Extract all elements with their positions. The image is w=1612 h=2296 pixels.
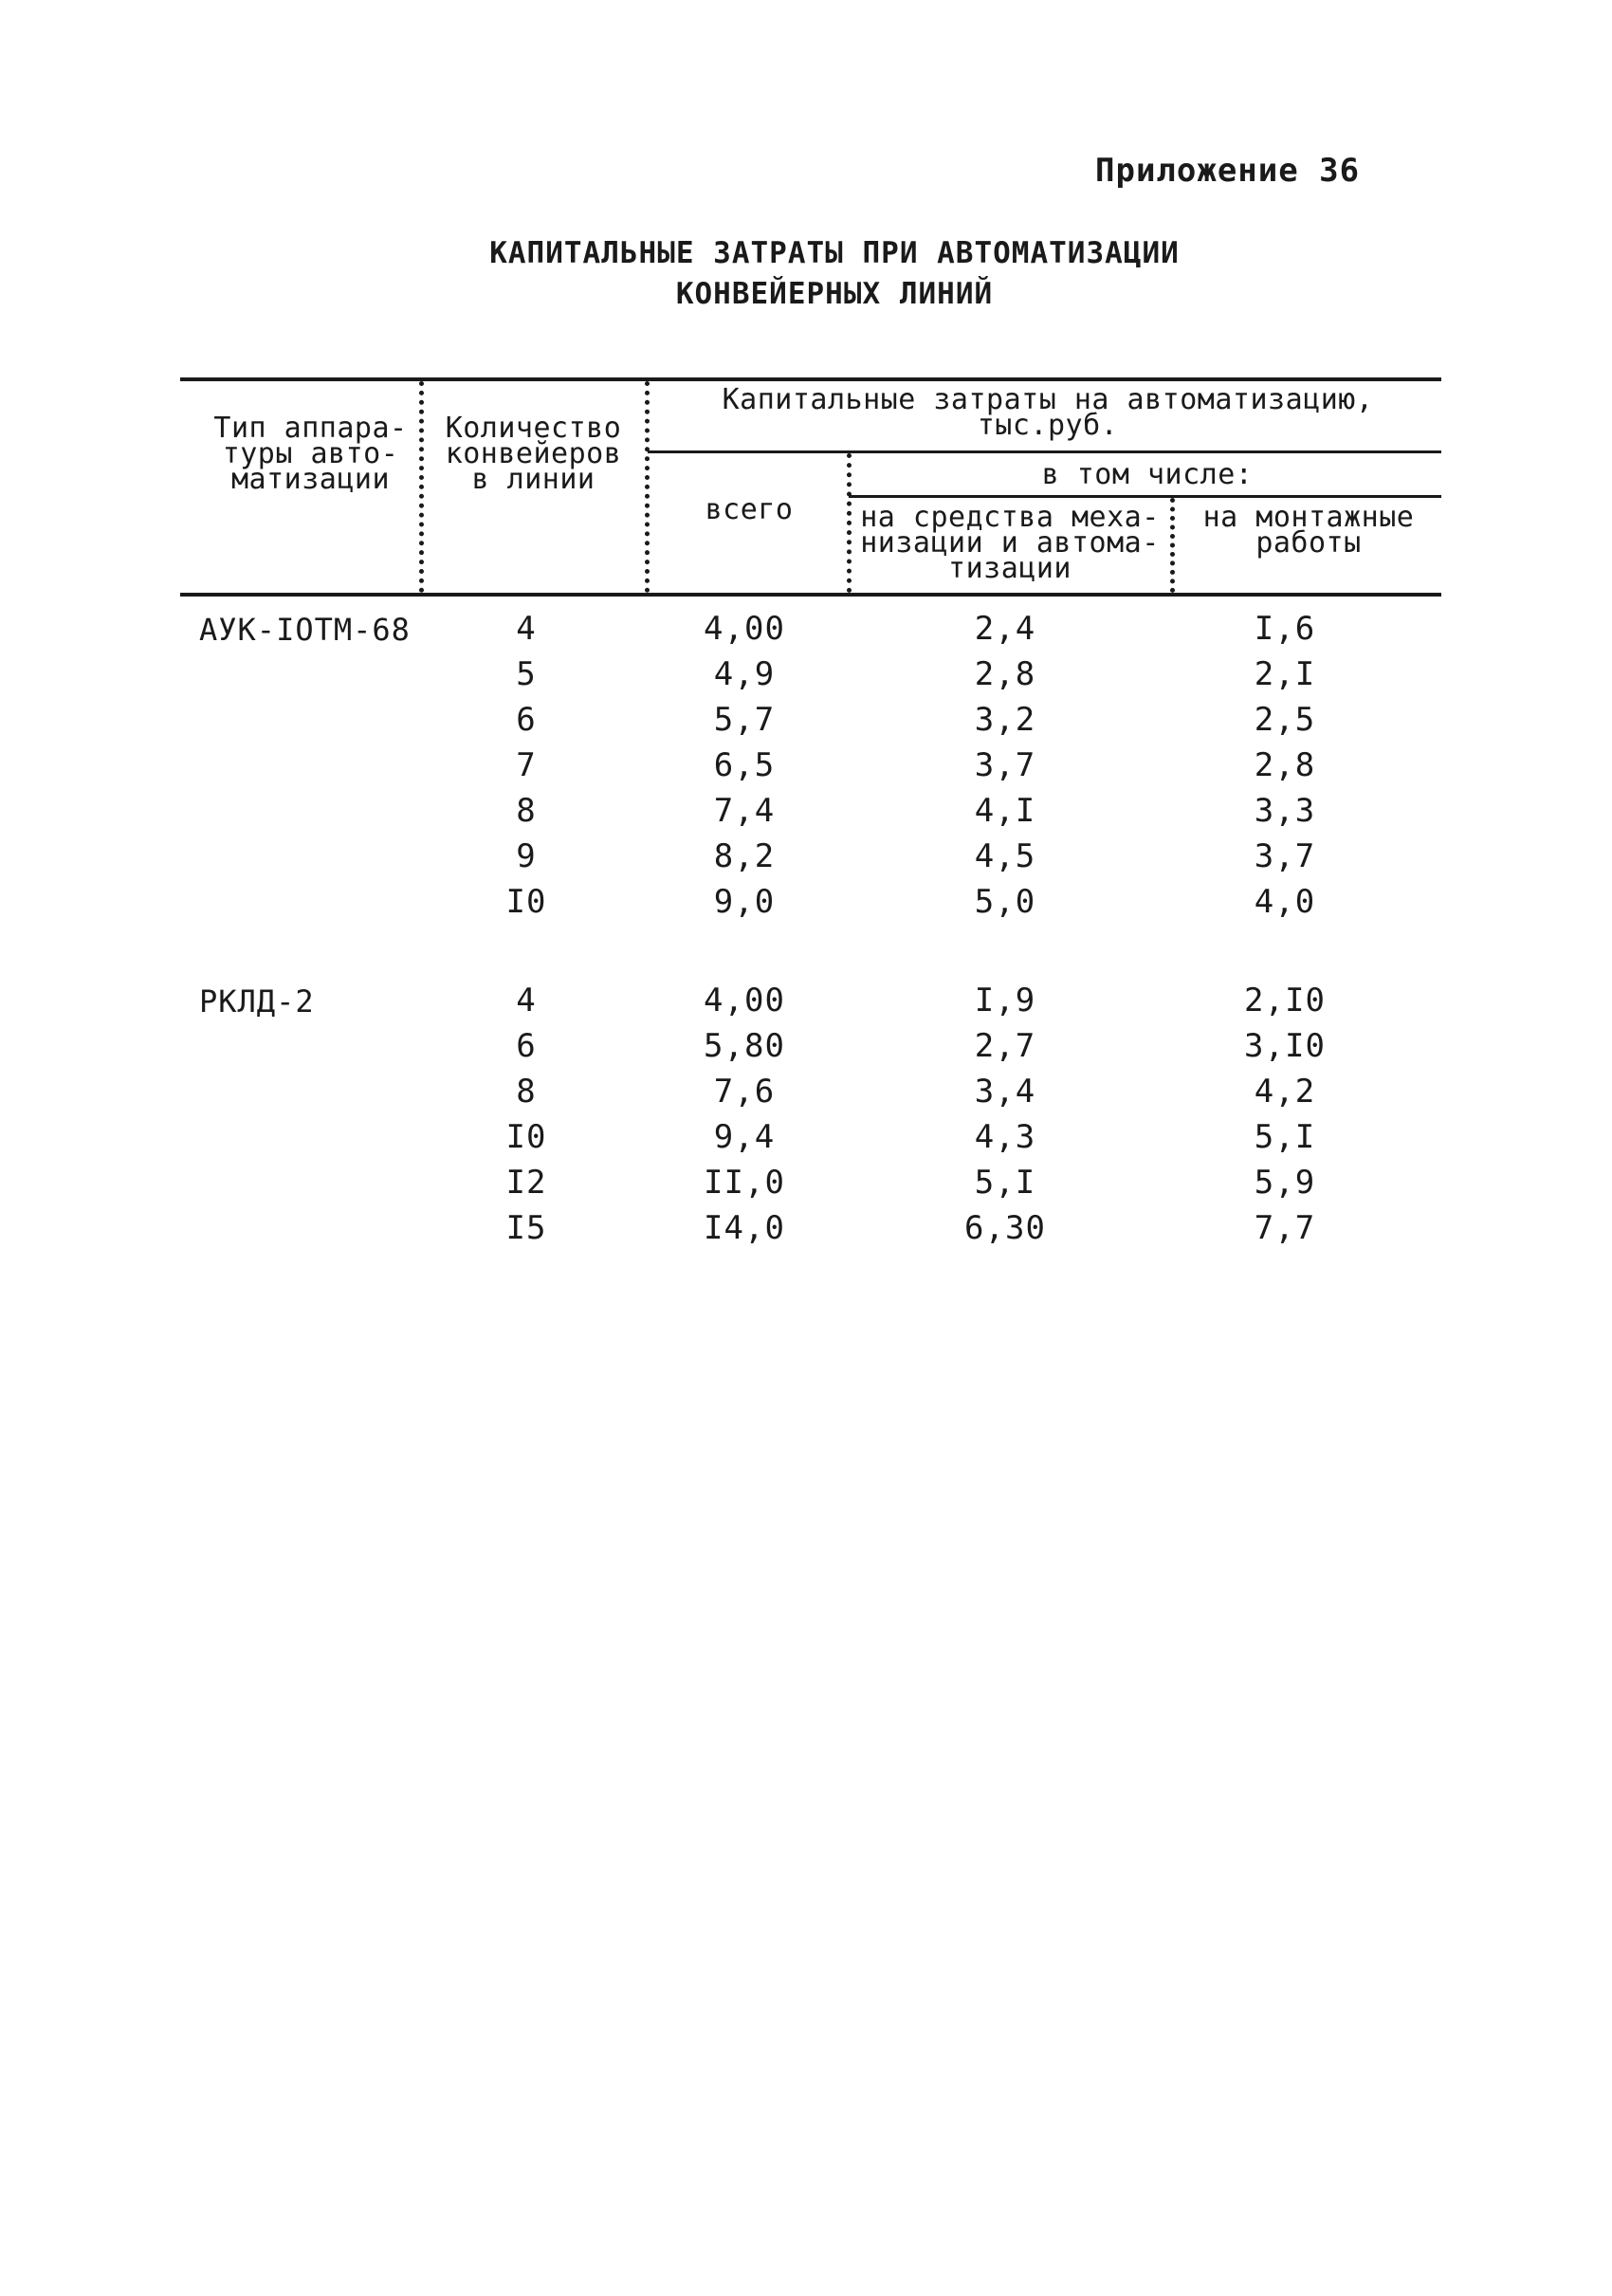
- cell-installation: 3,I0: [1244, 1027, 1326, 1065]
- cell-installation: 2,I0: [1244, 982, 1326, 1019]
- header-including: в том числе:: [1041, 458, 1254, 491]
- cell-total: 9,0: [713, 883, 776, 921]
- cell-conveyor-count: 9: [516, 837, 537, 875]
- cell-total: 5,7: [713, 701, 776, 739]
- column-divider: [419, 381, 424, 593]
- header-count: Количество конвейеров в линии: [445, 412, 622, 496]
- cell-conveyor-count: 6: [516, 1027, 537, 1065]
- cell-mechanization: 2,4: [974, 610, 1036, 648]
- cell-mechanization: 3,2: [974, 701, 1036, 739]
- cell-total: 8,2: [713, 837, 776, 875]
- cell-conveyor-count: I0: [505, 883, 547, 921]
- column-divider: [1170, 498, 1175, 593]
- cell-installation: 5,9: [1254, 1164, 1316, 1202]
- cell-mechanization: 4,3: [974, 1118, 1036, 1156]
- column-divider: [645, 381, 650, 593]
- cell-total: 6,5: [713, 746, 776, 784]
- cell-mechanization: I,9: [974, 982, 1036, 1019]
- cell-total: 7,4: [713, 792, 776, 830]
- cell-total: 4,9: [713, 655, 776, 693]
- cell-total: 4,00: [704, 982, 785, 1019]
- cell-mechanization: 3,4: [974, 1073, 1036, 1111]
- cell-conveyor-count: 7: [516, 746, 537, 784]
- equipment-type: РКЛД-2: [199, 983, 315, 1019]
- table-top-rule: [180, 377, 1441, 381]
- cell-conveyor-count: 5: [516, 655, 537, 693]
- cell-conveyor-count: 8: [516, 792, 537, 830]
- cell-mechanization: 6,30: [964, 1209, 1046, 1247]
- cell-installation: 2,I: [1254, 655, 1316, 693]
- header-mechanization: на средства меха- низации и автома- тизации: [860, 501, 1160, 585]
- cell-installation: 4,0: [1254, 883, 1316, 921]
- header-capital-costs: Капитальные затраты на автоматизацию, тыс.руб.: [722, 383, 1374, 442]
- cell-conveyor-count: I5: [505, 1209, 547, 1247]
- cell-mechanization: 2,8: [974, 655, 1036, 693]
- equipment-type: АУК-IОТМ-68: [199, 612, 411, 648]
- cell-mechanization: 2,7: [974, 1027, 1036, 1065]
- cell-mechanization: 5,I: [974, 1164, 1036, 1202]
- cell-mechanization: 4,I: [974, 792, 1036, 830]
- page-subtitle: КОНВЕЙЕРНЫХ ЛИНИЙ: [675, 277, 994, 311]
- header-bottom-rule: [180, 593, 1441, 597]
- cell-mechanization: 3,7: [974, 746, 1036, 784]
- cell-conveyor-count: 4: [516, 610, 537, 648]
- cell-installation: 2,8: [1254, 746, 1316, 784]
- cell-conveyor-count: 8: [516, 1073, 537, 1111]
- cell-installation: 5,I: [1254, 1118, 1316, 1156]
- cell-total: 9,4: [713, 1118, 776, 1156]
- cell-conveyor-count: 4: [516, 982, 537, 1019]
- capital-header-rule: [648, 450, 1441, 453]
- cell-total: I4,0: [704, 1209, 785, 1247]
- cell-installation: 7,7: [1254, 1209, 1316, 1247]
- cell-mechanization: 5,0: [974, 883, 1036, 921]
- cell-installation: 3,3: [1254, 792, 1316, 830]
- cell-installation: 2,5: [1254, 701, 1316, 739]
- cell-total: II,0: [704, 1164, 785, 1202]
- cell-mechanization: 4,5: [974, 837, 1036, 875]
- header-installation: на монтажные работы: [1202, 501, 1415, 560]
- cell-total: 5,80: [704, 1027, 785, 1065]
- cell-installation: I,6: [1254, 610, 1316, 648]
- cell-conveyor-count: 6: [516, 701, 537, 739]
- cell-installation: 4,2: [1254, 1073, 1316, 1111]
- including-header-rule: [849, 495, 1441, 498]
- cell-total: 4,00: [704, 610, 785, 648]
- appendix-label: Приложение 36: [1095, 152, 1361, 190]
- page-title: КАПИТАЛЬНЫЕ ЗАТРАТЫ ПРИ АВТОМАТИЗАЦИИ: [489, 236, 1180, 270]
- cell-conveyor-count: I2: [505, 1164, 547, 1202]
- cell-installation: 3,7: [1254, 837, 1316, 875]
- header-type: Тип аппара- туры авто- матизации: [213, 412, 408, 496]
- header-total: всего: [705, 493, 794, 526]
- cell-total: 7,6: [713, 1073, 776, 1111]
- cell-conveyor-count: I0: [505, 1118, 547, 1156]
